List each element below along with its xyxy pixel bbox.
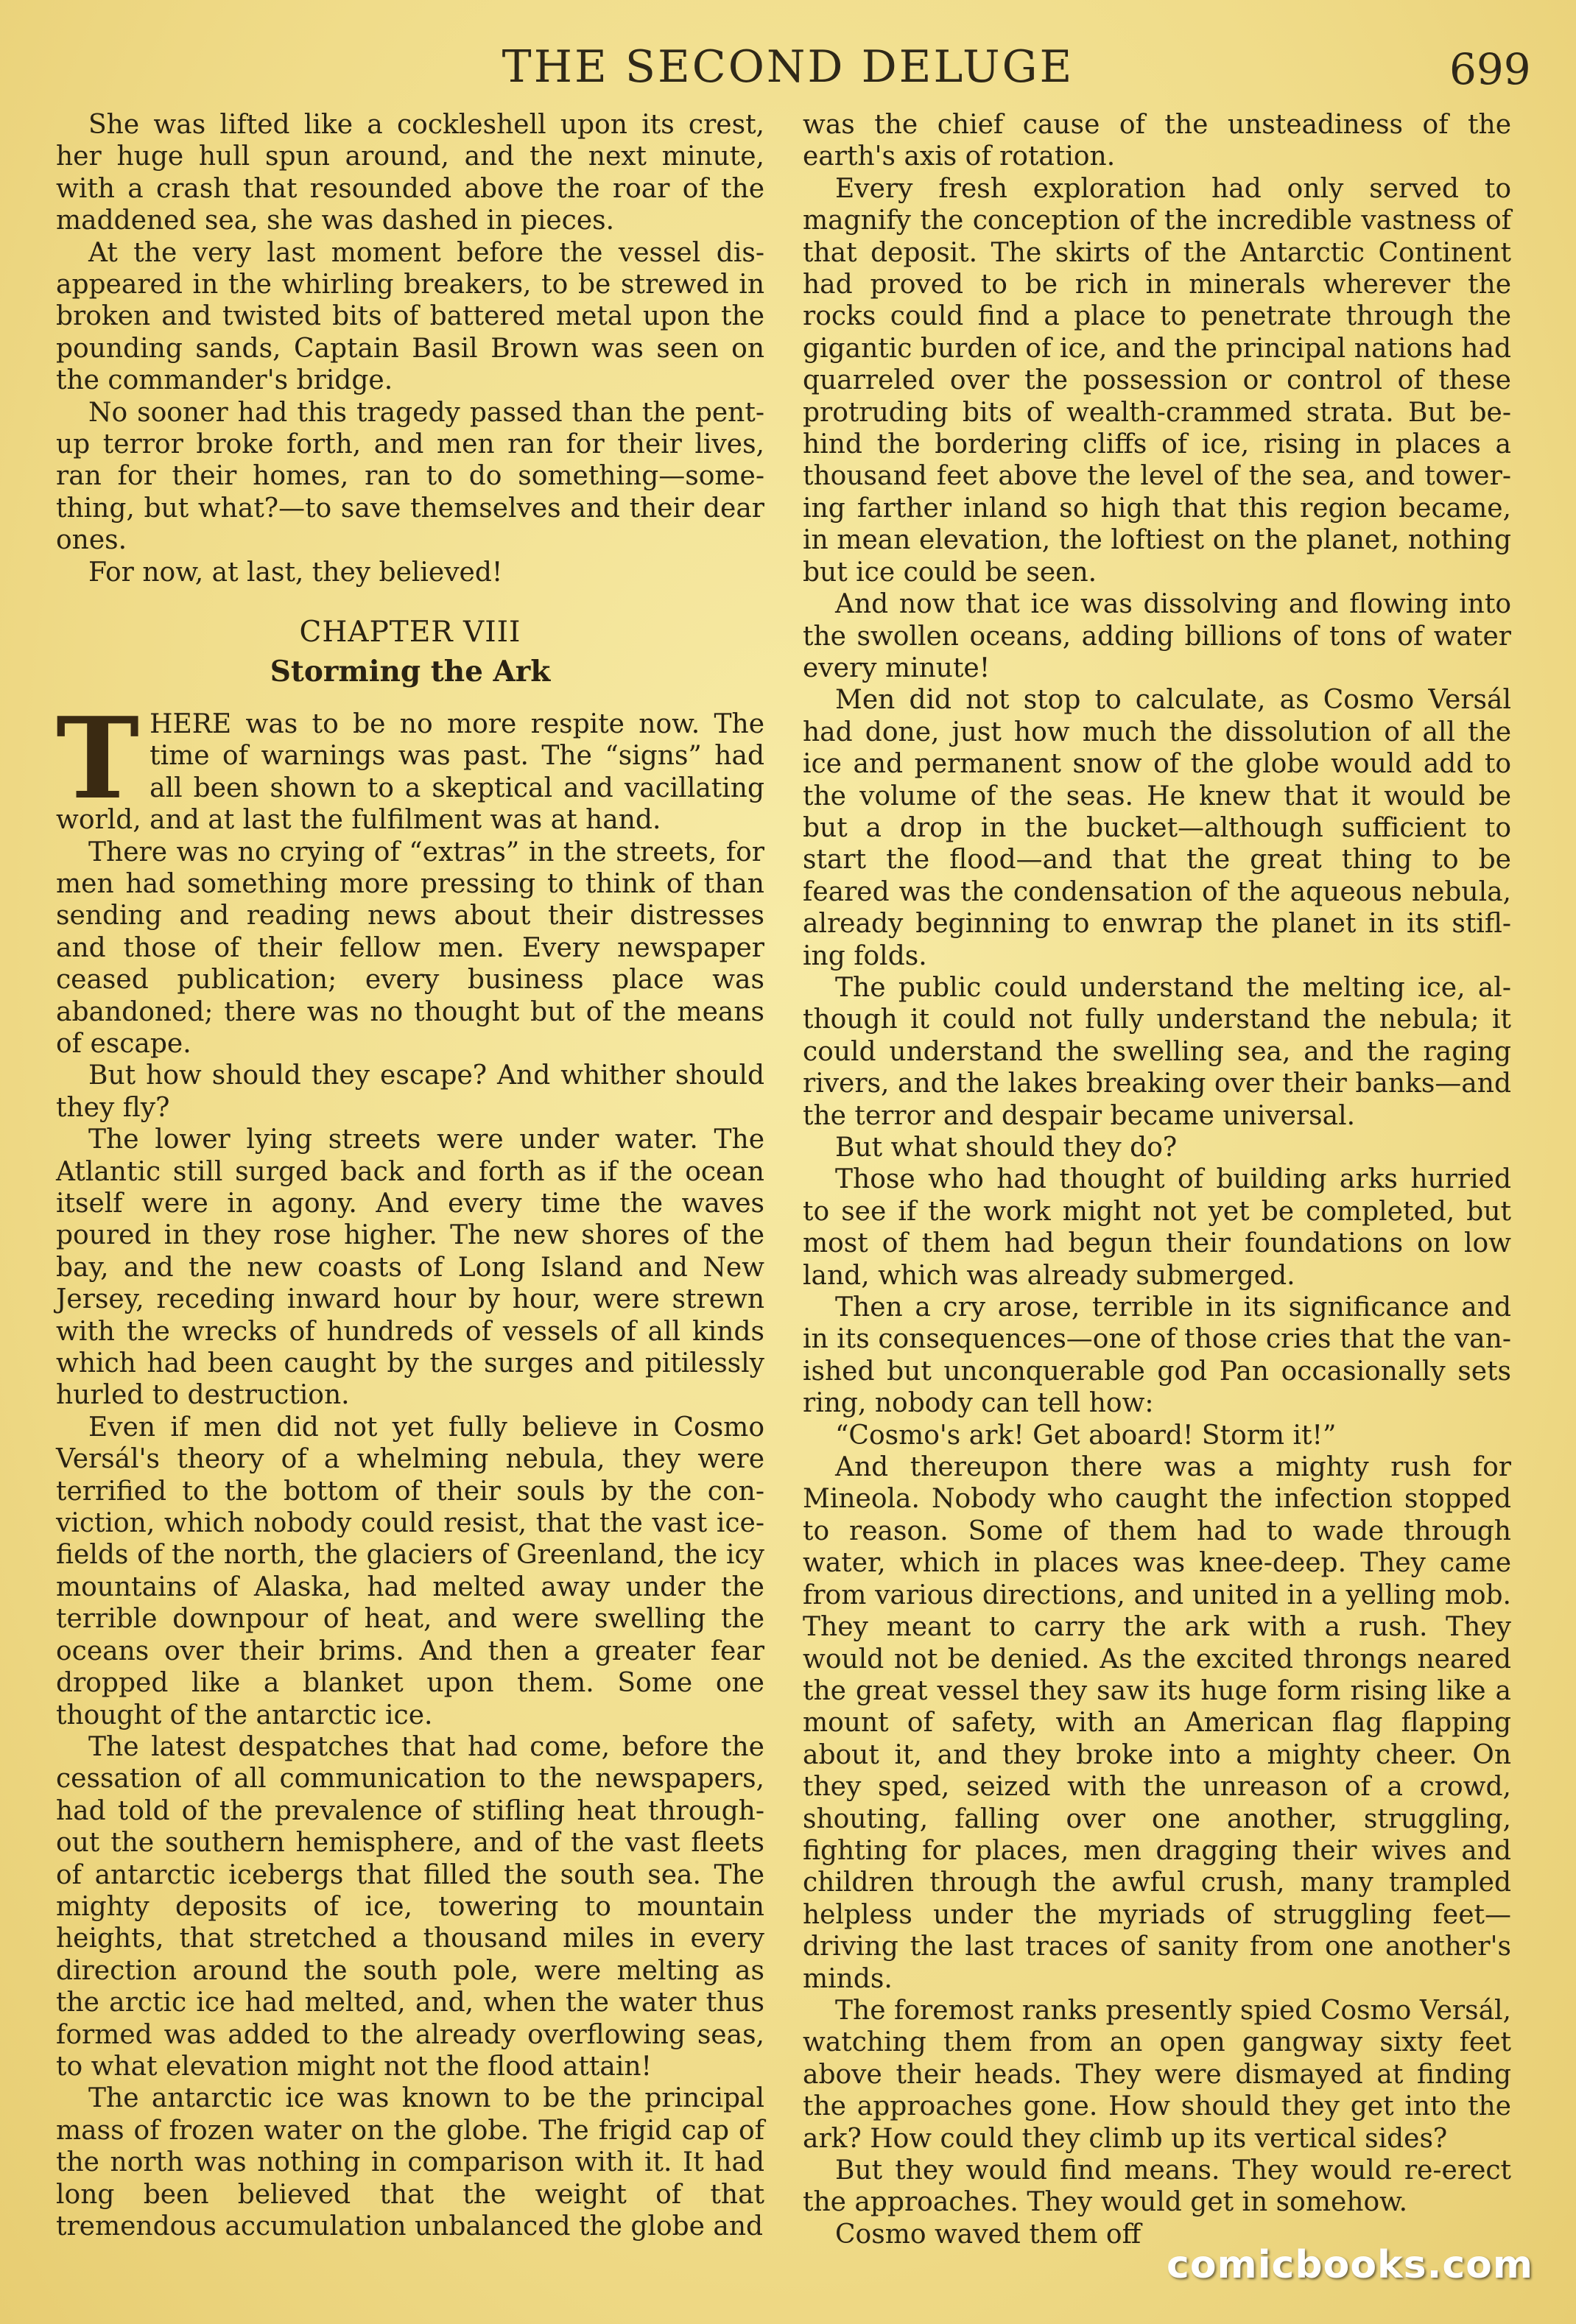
paragraph: The public could understand the melting ice, although it could not fully understand the nebula; it could understand the swelling sea, and the raging rivers, and the lakes breaking over their banks—and the terror and despair became universal. bbox=[803, 972, 1511, 1131]
paragraph: No sooner had this tragedy passed than the pent-up terror broke forth, and men ran for their lives, ran for their homes, ran to do something—something, but what?—to save themselves and their dear ones. bbox=[56, 397, 764, 556]
paragraph: But they would find means. They would re-erect the approaches. They would get in somehow. bbox=[803, 2155, 1511, 2218]
paragraph: The antarctic ice was known to be the principal mass of frozen water on the globe. The frigid cap of the north was nothing in comparison with it. It had long been believed that the weight of that tremendous accumulation unbalanced the globe and bbox=[56, 2083, 764, 2242]
paragraph: Those who had thought of building arks hurried to see if the work might not yet be completed, but most of them had begun their foundations on low land, which was already submerged. bbox=[803, 1164, 1511, 1291]
paragraph: Then a cry arose, terrible in its significance and in its consequences—one of those cries that the vanished but unconquerable god Pan occasionally sets ring, nobody can tell how: bbox=[803, 1292, 1511, 1419]
paragraph: The lower lying streets were under water. The Atlantic still surged back and forth as if the ocean itself were in agony. And every time the waves poured in they rose higher. The new shores of the bay, and the new coasts of Long Island and New Jersey, receding inward hour by hour, were strewn with the wrecks of hundreds of vessels of all kinds which had been caught by the surges and pitilessly hurled to destruction. bbox=[56, 1124, 764, 1411]
paragraph: Men did not stop to calculate, as Cosmo Versál had done, just how much the dissolution of all the ice and permanent snow of the globe would add to the volume of the seas. He knew that it would be but a drop in the bucket—although sufficient to start the flood—and that the great thing to be feared was the condensation of the aqueous nebula, already beginning to enwrap the planet in its stifling folds. bbox=[803, 685, 1511, 971]
paragraph: There was no crying of “extras” in the streets, for men had something more pressing to think of than sending and reading news about their distresses and those of their fellow men. Every newspaper ceased publication; every business place was abandoned; there was no thought but of the means of escape. bbox=[56, 837, 764, 1059]
paragraph: But what should they do? bbox=[835, 1133, 1178, 1163]
right-column bbox=[803, 109, 1511, 2250]
left-column bbox=[56, 109, 764, 2242]
chapter-opening-paragraph bbox=[56, 691, 764, 837]
site-watermark: comicbooks.com bbox=[1167, 2243, 1534, 2287]
quoted-cry: “Cosmo's ark! Get aboard! Storm it!” bbox=[835, 1420, 1337, 1451]
paragraph: Even if men did not yet fully believe in Cosmo Versál's theory of a whelming nebula, they were terrified to the bottom of their souls by the conviction, which nobody could resist, that the vast ice-fields of the north, the glaciers of Greenland, the icy mountains of Alaska, had melted away under the terrible downpour of heat, and were swelling the oceans over their brims. And then a greater fear dropped like a blanket upon them. Some one thought of the antarctic ice. bbox=[56, 1412, 764, 1730]
paragraph: For now, at last, they believed! bbox=[88, 557, 503, 588]
running-header-title: THE SECOND DELUGE bbox=[502, 41, 1074, 93]
paragraph: Every fresh exploration had only served to magnify the conception of the incredible vastness of that deposit. The skirts of the Antarctic Continent had proved to be rich in minerals wherever the rocks could find a place to penetrate through the gigantic burden of ice, and the principal nations had quarreled over the possession or control of these protruding bits of wealth-crammed strata. But behind the bordering cliffs of ice, rising in places a thousand feet above the level of the sea, and towering farther inland so high that this region became, in mean elevation, the loftiest on the planet, nothing but ice could be seen. bbox=[803, 173, 1511, 588]
paragraph: She was lifted like a cockleshell upon its crest, her huge hull spun around, and the next minute, with a crash that resounded above the roar of the maddened sea, she was dashed in pieces. bbox=[56, 110, 764, 236]
drop-cap: T bbox=[56, 691, 140, 824]
paragraph: The foremost ranks presently spied Cosmo Versál, watching them from an open gangway sixty feet above their heads. They were dismayed at finding the approaches gone. How should they get into the ark? How could they climb up its vertical sides? bbox=[803, 1995, 1511, 2154]
chapter-title: Storming the Ark bbox=[270, 654, 551, 689]
paragraph: The latest despatches that had come, before the cessation of all communication to the newspapers, had told of the prevalence of stifling heat throughout the southern hemisphere, and of the vast fleets of antarctic icebergs that filled the south sea. The mighty deposits of ice, towering to mountain heights, that stretched a thousand miles in every direction around the south pole, were melting as the arctic ice had melted, and, when the water thus formed was added to the already overflowing seas, to what elevation might not the flood attain! bbox=[56, 1731, 764, 2082]
paragraph: At the very last moment before the vessel disappeared in the whirling breakers, to be strewed in broken and twisted bits of battered metal upon the pounding sands, Captain Basil Brown was seen on the commander's bridge. bbox=[56, 237, 764, 396]
continued-paragraph: was the chief cause of the unsteadiness of the earth's axis of rotation. bbox=[803, 110, 1511, 172]
paragraph: And now that ice was dissolving and flowing into the swollen oceans, adding billions of tons of water every minute! bbox=[803, 589, 1511, 683]
paragraph: Cosmo waved them off bbox=[835, 2219, 1141, 2250]
opening-text: HERE was to be no more respite now. The time of warnings was past. The “signs” had all been shown to a skeptical and vacillating world, and at last the fulfilment was at hand. bbox=[56, 708, 764, 836]
page-number: 699 bbox=[1449, 44, 1531, 94]
paragraph: But how should they escape? And whither should they fly? bbox=[56, 1060, 764, 1123]
chapter-number: CHAPTER VIII bbox=[299, 616, 521, 649]
paragraph: And thereupon there was a mighty rush for Mineola. Nobody who caught the infection stopped to reason. Some of them had to wade through water, which in places was knee-deep. They came from various directions, and united in a yelling mob. They meant to carry the ark with a rush. They would not be denied. As the excited throngs neared the great vessel they saw its huge form rising like a mount of safety, with an American flag flapping about it, and they broke into a mighty cheer. On they sped, seized with the unreason of a crowd, shouting, falling over one another, struggling, fighting for places, men dragging their wives and children through the awful crush, many trampled helpless under the myriads of struggling feet—driving the last traces of sanity from one another's minds. bbox=[803, 1452, 1511, 1994]
